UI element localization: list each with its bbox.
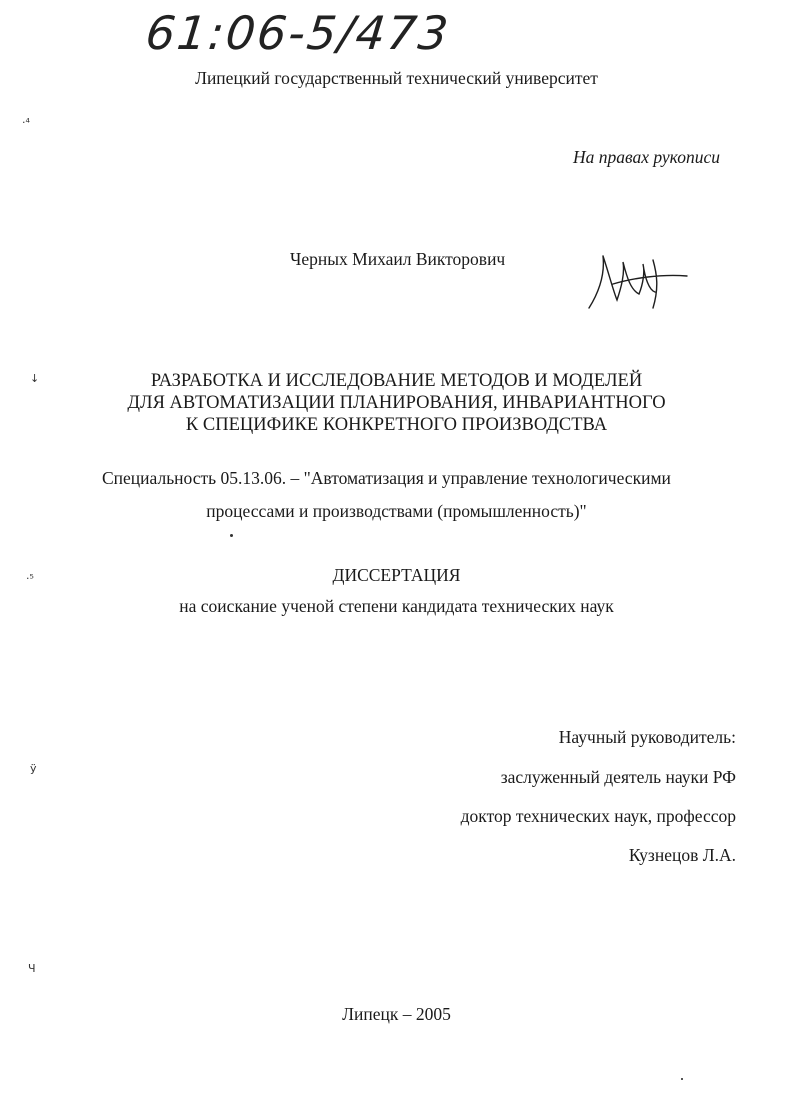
- doc-type-title: ДИССЕРТАЦИЯ: [332, 565, 461, 585]
- specialty-line-1: Специальность 05.13.06. – "Автоматизация и управление технологическими: [102, 468, 671, 488]
- city-year: Липецк – 2005: [342, 1004, 451, 1024]
- supervisor-name: Кузнецов Л.А.: [628, 845, 736, 865]
- thesis-title-line: РАЗРАБОТКА И ИССЛЕДОВАНИЕ МЕТОДОВ И МОДЕЛЕЙ: [150, 371, 643, 391]
- supervisor-degree: доктор технических наук, профессор: [460, 806, 736, 826]
- archive-code-handwritten: 61:06-5/473: [143, 6, 453, 60]
- rights-note: На правах рукописи: [573, 147, 720, 167]
- scan-mark: Ч: [28, 962, 36, 975]
- thesis-title-line: К СПЕЦИФИКЕ КОНКРЕТНОГО ПРОИЗВОДСТВА: [185, 415, 608, 435]
- scan-dot: [230, 534, 233, 537]
- specialty-line-2: процессами и производствами (промышленность)": [206, 501, 587, 521]
- author-name: Черных Михаил Викторович: [290, 249, 506, 269]
- author-signature-icon: [583, 244, 693, 316]
- scan-mark: ·⁵: [26, 572, 34, 585]
- university-name: Липецкий государственный технический университет: [195, 68, 598, 88]
- scan-mark: ·⁴: [22, 116, 30, 129]
- doc-type-subtitle: на соискание ученой степени кандидата технических наук: [179, 596, 614, 616]
- scan-mark: ↓: [30, 372, 40, 385]
- scan-mark: ÿ: [30, 762, 37, 775]
- scan-dot: [681, 1078, 683, 1080]
- supervisor-label: Научный руководитель:: [558, 727, 736, 747]
- supervisor-honor: заслуженный деятель науки РФ: [500, 767, 736, 787]
- thesis-title-line: ДЛЯ АВТОМАТИЗАЦИИ ПЛАНИРОВАНИЯ, ИНВАРИАНТНОГО: [127, 393, 666, 413]
- thesis-title: [0, 370, 793, 436]
